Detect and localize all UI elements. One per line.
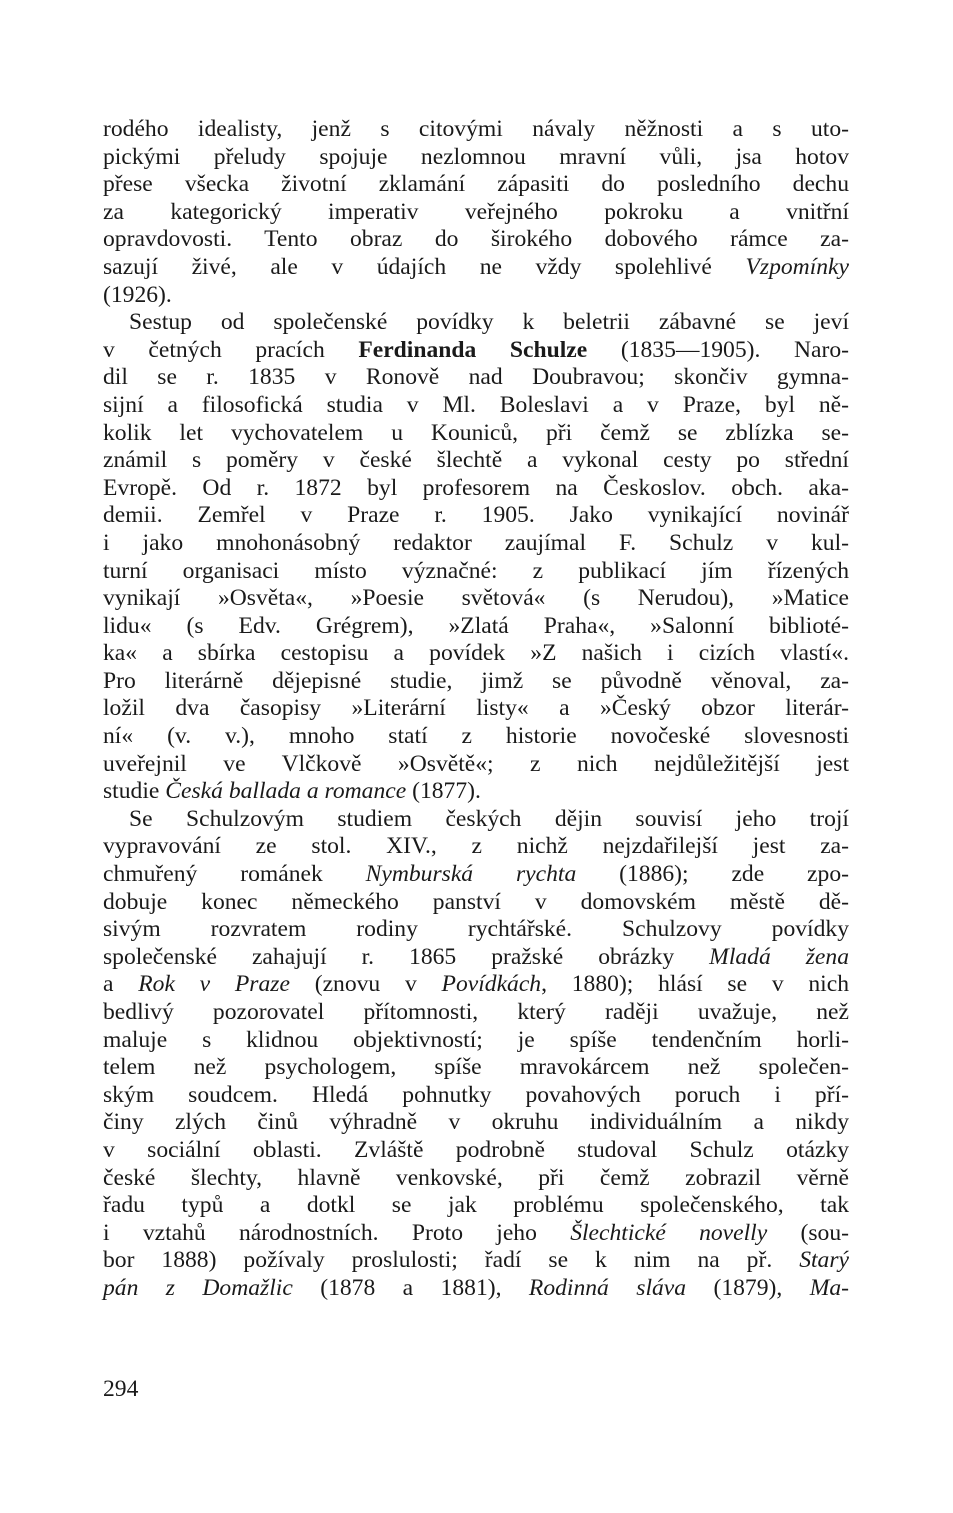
text-segment: pickými přeludy spojuje nezlomnou mravní vůli, jsa hotov [103, 143, 849, 170]
text-line [103, 1165, 849, 1193]
text-line [103, 1275, 849, 1303]
italic-title: Starý [799, 1247, 849, 1274]
text-segment: v četných pracích [103, 336, 359, 363]
text-segment: (sou- [767, 1219, 849, 1246]
text-segment: maluje s klidnou objektivností; je spíše tendenčním horli- [103, 1026, 849, 1053]
text-segment: přese všecka životní zklamání zápasiti do posledního dechu [103, 171, 849, 198]
text-line [103, 1054, 849, 1082]
text-line [103, 309, 849, 337]
text-segment: (1926). [103, 281, 172, 308]
text-segment: české šlechty, hlavně venkovské, při čemž zobrazil věrně [103, 1164, 849, 1191]
text-segment: Se Schulzovým studiem českých dějin souvisí jeho trojí [129, 805, 849, 832]
text-segment: rodého idealisty, jenž s citovými návaly něžnosti a s uto- [103, 116, 849, 142]
text-line [103, 1027, 849, 1055]
text-segment: sazují živé, ale v údajích ne vždy spolehlivé [103, 253, 746, 280]
text-line [103, 282, 849, 310]
text-line [103, 337, 849, 365]
text-segment: dobuje konec německého panství v domovském městě dě- [103, 888, 849, 915]
text-segment: (znovu v [289, 971, 442, 998]
text-segment: známil s poměry v české šlechtě a vykonal cesty po střední [103, 447, 849, 474]
text-line [103, 502, 849, 530]
text-line [103, 226, 849, 254]
italic-title: Ma- [809, 1274, 849, 1301]
text-line [103, 944, 849, 972]
text-segment: řadu typů a dotkl se jak problému společenského, tak [103, 1192, 849, 1219]
italic-title: Vzpomínky [745, 253, 849, 280]
text-line [103, 144, 849, 172]
text-segment: vynikají »Osvěta«, »Poesie světová« (s Nerudou), »Matice [103, 585, 849, 612]
text-segment: ským soudcem. Hledá pohnutky povahových poruch i pří- [103, 1081, 849, 1108]
text-segment: bor 1888) požívaly proslulosti; řadí se k nim na př. [103, 1247, 800, 1274]
text-segment: turní organisaci místo význačné: z publikací jím řízených [103, 557, 849, 584]
text-segment: společenské zahajují r. 1865 pražské obrázky [103, 943, 710, 970]
text-segment: opravdovosti. Tento obraz do širokého dobového rámce za- [103, 226, 849, 253]
text-line [103, 475, 849, 503]
text-segment: i vztahů národnostních. Proto jeho [103, 1219, 571, 1246]
text-segment: studie [103, 778, 166, 805]
text-line [103, 1082, 849, 1110]
bold-name: Ferdinanda Schulze [358, 336, 588, 363]
italic-title: Šlechtické novelly [570, 1219, 768, 1246]
italic-title: Nymburská rychta [365, 861, 577, 888]
text-segment: za kategorický imperativ veřejného pokroku a vnitřní [103, 198, 849, 225]
text-segment: ložil dva časopisy »Literární listy« a »Český obzor literár- [103, 695, 849, 722]
text-segment: uveřejnil ve Vlčkově »Osvětě«; z nich nejdůležitější jest [103, 750, 849, 777]
text-segment: telem než psychologem, spíše mravokárcem než společen- [103, 1054, 849, 1081]
text-segment: (1886); zde zpo- [576, 861, 849, 888]
text-line [103, 971, 849, 999]
text-line [103, 806, 849, 834]
text-segment: ka« a sbírka cestopisu a povídek »Z našich i cizích vlastí«. [103, 640, 849, 667]
page-text-body [103, 116, 849, 1303]
text-segment: ní« (v. v.), mnoho statí z historie novočeské slovesnosti [103, 723, 849, 750]
text-segment: i jako mnohonásobný redaktor zaujímal F. Schulz v kul- [103, 529, 849, 556]
text-segment: činy zlých činů výhradně v okruhu individuálním a nikdy [103, 1109, 849, 1136]
text-segment: kolik let vychovatelem u Kouniců, při čemž se zblízka se- [103, 419, 849, 446]
text-line [103, 530, 849, 558]
text-segment: , 1880); hlásí se v nich [541, 971, 850, 998]
text-line [103, 1109, 849, 1137]
text-line [103, 999, 849, 1027]
italic-title: pán z Domažlic [103, 1274, 293, 1301]
italic-title: Česká ballada a romance [165, 778, 407, 805]
text-segment: dil se r. 1835 v Ronově nad Doubravou; skončiv gymna- [103, 364, 849, 391]
text-segment: Sestup od společenské povídky k beletrii zábavné se jeví [129, 309, 849, 336]
text-line [103, 916, 849, 944]
text-segment: chmuřený románek [103, 861, 366, 888]
text-line [103, 116, 849, 144]
text-segment: v sociální oblasti. Zvláště podrobně studoval Schulz otázky [103, 1136, 849, 1163]
italic-title: Rok v Praze [138, 971, 290, 998]
text-segment: (1835—1905). Naro- [587, 336, 850, 363]
text-segment: Pro literárně dějepisné studie, jimž se původně věnoval, za- [103, 667, 849, 694]
text-line [103, 613, 849, 641]
text-line [103, 585, 849, 613]
text-segment: Evropě. Od r. 1872 byl profesorem na Českoslov. obch. aka- [103, 474, 849, 501]
text-line [103, 640, 849, 668]
text-line [103, 1192, 849, 1220]
text-segment: vypravování ze stol. XIV., z nichž nejzdařilejší jest za- [103, 833, 849, 860]
italic-title: Rodinná sláva [528, 1274, 687, 1301]
text-segment: (1878 a 1881), [292, 1274, 529, 1301]
text-line [103, 861, 849, 889]
text-segment: a [103, 971, 139, 998]
text-line [103, 558, 849, 586]
text-line [103, 778, 849, 806]
text-segment: demii. Zemřel v Praze r. 1905. Jako vynikající novinář [103, 502, 849, 529]
text-line [103, 723, 849, 751]
page-number: 294 [103, 1376, 139, 1402]
text-line [103, 889, 849, 917]
text-line [103, 171, 849, 199]
text-segment: (1877). [406, 778, 481, 805]
text-line [103, 447, 849, 475]
text-line [103, 668, 849, 696]
text-segment: sijní a filosofická studia v Ml. Boleslavi a v Praze, byl ně- [103, 391, 849, 418]
text-line [103, 199, 849, 227]
text-line [103, 254, 849, 282]
text-line [103, 751, 849, 779]
text-line [103, 695, 849, 723]
text-segment: sivým rozvratem rodiny rychtářské. Schulzovy povídky [103, 916, 849, 943]
text-segment: lidu« (s Edv. Grégrem), »Zlatá Praha«, »Salonní biblioté- [103, 612, 849, 639]
text-line [103, 1137, 849, 1165]
text-line [103, 833, 849, 861]
italic-title: Povídkách [441, 971, 542, 998]
italic-title: Mladá žena [709, 943, 849, 970]
text-line [103, 1247, 849, 1275]
text-segment: bedlivý pozorovatel přítomnosti, který raději uvažuje, než [103, 999, 849, 1025]
text-line [103, 1220, 849, 1248]
text-line [103, 364, 849, 392]
text-line [103, 420, 849, 448]
text-line [103, 392, 849, 420]
text-segment: (1879), [686, 1274, 810, 1301]
